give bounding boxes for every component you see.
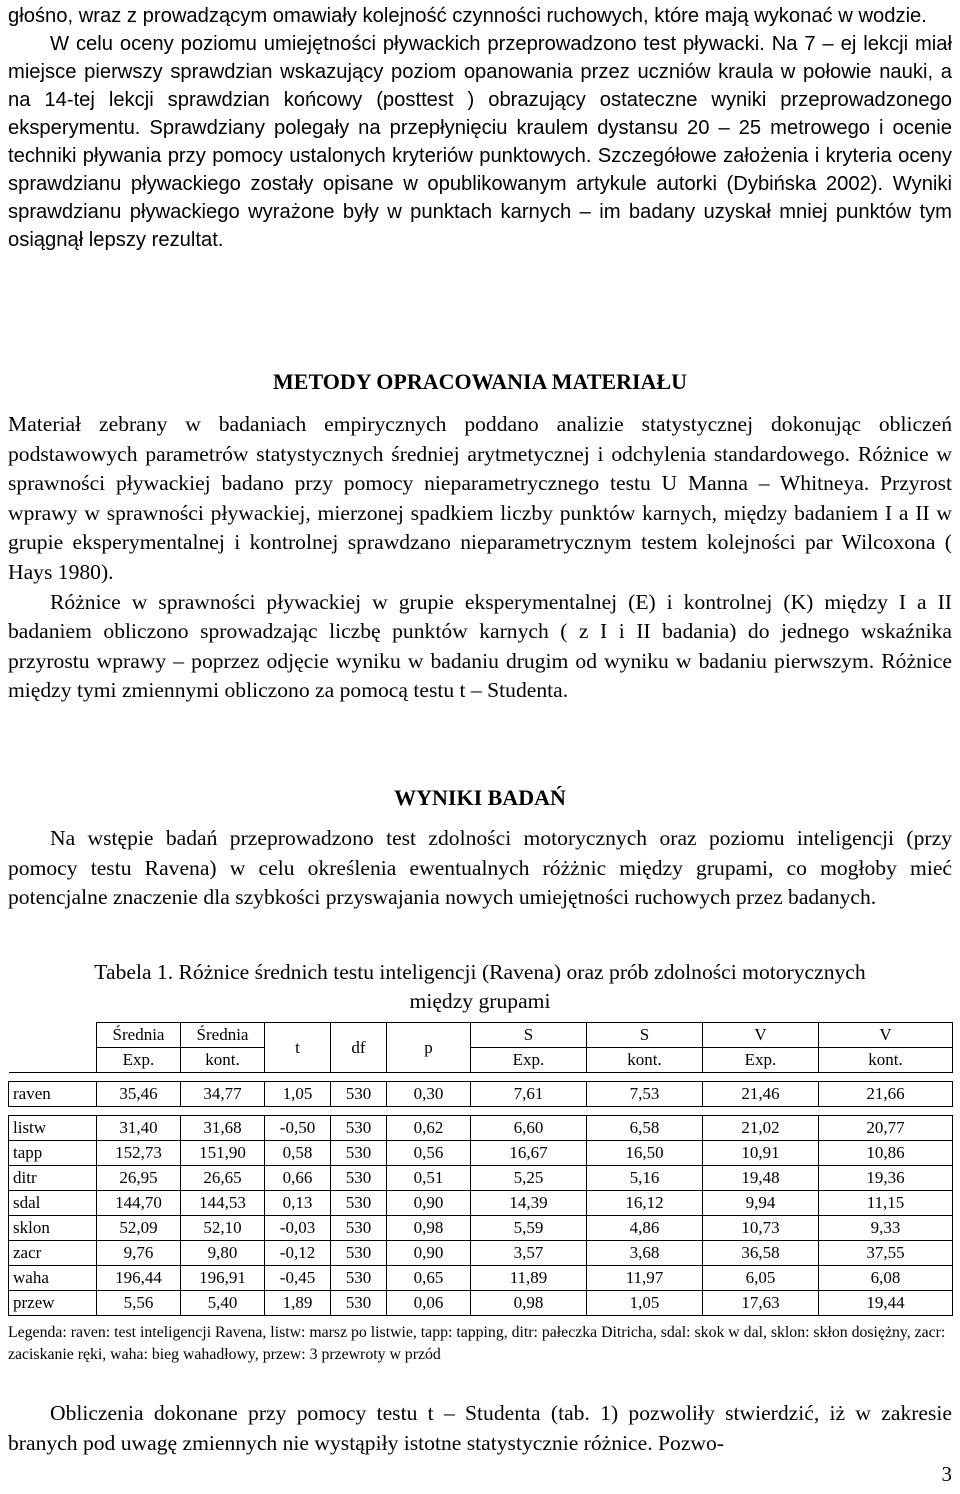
table-cell: -0,12 <box>265 1241 331 1266</box>
table-cell: 0,90 <box>387 1241 471 1266</box>
table-cell: 1,89 <box>265 1291 331 1316</box>
table-cell: 9,94 <box>703 1191 819 1216</box>
table-cell: 16,50 <box>587 1141 703 1166</box>
table-cell: 0,90 <box>387 1191 471 1216</box>
table-cell: 530 <box>331 1141 387 1166</box>
table-row <box>9 1291 953 1316</box>
table-cell: -0,45 <box>265 1266 331 1291</box>
table-cell: 3,68 <box>587 1241 703 1266</box>
table-cell: 530 <box>331 1266 387 1291</box>
table-cell: 34,77 <box>181 1082 265 1107</box>
table-header-cell: Exp. <box>97 1048 181 1073</box>
table-cell: 11,15 <box>819 1191 953 1216</box>
table-caption-line-1: Tabela 1. Różnice średnich testu inteligencji (Ravena) oraz prób zdolności motorycznych <box>94 960 866 984</box>
table-cell: 144,53 <box>181 1191 265 1216</box>
table-cell: 26,95 <box>97 1166 181 1191</box>
table-cell: 0,13 <box>265 1191 331 1216</box>
table-cell: 530 <box>331 1291 387 1316</box>
table-row <box>9 1241 953 1266</box>
table-cell: 35,46 <box>97 1082 181 1107</box>
table-row-label: waha <box>9 1266 97 1291</box>
table-cell: 21,66 <box>819 1082 953 1107</box>
table-cell: 16,67 <box>471 1141 587 1166</box>
table-cell: 9,33 <box>819 1216 953 1241</box>
table-cell: 5,59 <box>471 1216 587 1241</box>
table-cell: 37,55 <box>819 1241 953 1266</box>
table-cell: 10,91 <box>703 1141 819 1166</box>
table-spacer <box>9 1107 953 1116</box>
table-cell: 5,56 <box>97 1291 181 1316</box>
table-header-row-1 <box>9 1023 953 1048</box>
table-cell: 0,51 <box>387 1166 471 1191</box>
table-header-cell: Średnia <box>181 1023 265 1048</box>
table-row-label: ditr <box>9 1166 97 1191</box>
table-cell: 7,53 <box>587 1082 703 1107</box>
results-paragraph-1: Na wstępie badań przeprowadzono test zdolności motorycznych oraz poziomu inteligencji (przy pomocy testu Ravena) w celu określenia ewentualnych różżnic między grupami, co mogłoby mieć potencjalne znaczenie dla szybkości przyswajania nowych umiejętności ruchowych przez badanych. <box>8 826 952 910</box>
methods-section <box>8 410 952 706</box>
final-section <box>8 1399 952 1458</box>
table-header-row-2 <box>9 1048 953 1073</box>
table-header-cell: p <box>387 1023 471 1073</box>
table-cell: 20,77 <box>819 1116 953 1141</box>
table-cell: 1,05 <box>587 1291 703 1316</box>
table-cell: 10,73 <box>703 1216 819 1241</box>
table-cell: 6,60 <box>471 1116 587 1141</box>
table-cell: 1,05 <box>265 1082 331 1107</box>
table-row <box>9 1166 953 1191</box>
table-row-label: listw <box>9 1116 97 1141</box>
table-cell: 16,12 <box>587 1191 703 1216</box>
results-section <box>8 824 952 913</box>
table-spacer <box>9 1073 953 1082</box>
table-header-cell: Exp. <box>703 1048 819 1073</box>
table-cell: 9,80 <box>181 1241 265 1266</box>
table-header-cell: S <box>471 1023 587 1048</box>
page-number: 3 <box>941 1462 952 1486</box>
table-row <box>9 1116 953 1141</box>
table-cell: 0,30 <box>387 1082 471 1107</box>
table-cell: 530 <box>331 1241 387 1266</box>
table-cell: 21,02 <box>703 1116 819 1141</box>
table-cell: 52,10 <box>181 1216 265 1241</box>
table-cell: 11,97 <box>587 1266 703 1291</box>
table-cell: 0,65 <box>387 1266 471 1291</box>
table-row-label: sdal <box>9 1191 97 1216</box>
table-cell: 6,08 <box>819 1266 953 1291</box>
table-row-label: raven <box>9 1082 97 1107</box>
table-cell: 19,36 <box>819 1166 953 1191</box>
table-cell: 10,86 <box>819 1141 953 1166</box>
table-cell: 11,89 <box>471 1266 587 1291</box>
methods-heading: METODY OPRACOWANIA MATERIAŁU <box>273 369 687 394</box>
table-header-cell: kont. <box>819 1048 953 1073</box>
table-header-cell: V <box>819 1023 953 1048</box>
table-cell: 19,48 <box>703 1166 819 1191</box>
table-header-cell: V <box>703 1023 819 1048</box>
table-cell: 31,40 <box>97 1116 181 1141</box>
methods-paragraph-2: Różnice w sprawności pływackiej w grupie eksperymentalnej (E) i kontrolnej (K) między I a II badaniem obliczono sprowadzając liczbę punktów karnych ( z I i II badania) do jednego wskaźnika przyrostu wprawy – poprzez odjęcie wyniku w badaniu drugim od wyniku w badaniu pierwszym. Różnice między tymi zmiennymi obliczono za pomocą testu t – Studenta. <box>8 589 952 703</box>
intro-section <box>8 2 952 254</box>
methods-paragraph-1: Materiał zebrany w badaniach empirycznych poddano analizie statystycznej dokonując obliczeń podstawowych parametrów statystycznych średniej arytmetycznej i odchylenia standardowego. Różnice w sprawności pływackiej badano przy pomocy nieparametrycznego testu U Manna – Whitneya. Przyrost wprawy w sprawności pływackiej, mierzonej spadkiem liczby punktów karnych, między badaniem I a II w grupie eksperymentalnej i kontrolnej sprawdzano nieparametrycznym testem kolejności par Wilcoxona ( Hays 1980). <box>8 412 952 584</box>
table-cell: -0,03 <box>265 1216 331 1241</box>
table-cell: 151,90 <box>181 1141 265 1166</box>
table-row-label: tapp <box>9 1141 97 1166</box>
table-cell: 4,86 <box>587 1216 703 1241</box>
table-row <box>9 1191 953 1216</box>
table-cell: 196,44 <box>97 1266 181 1291</box>
table-cell: 530 <box>331 1191 387 1216</box>
table-cell: 196,91 <box>181 1266 265 1291</box>
final-paragraph: Obliczenia dokonane przy pomocy testu t – Studenta (tab. 1) pozwoliły stwierdzić, iż w zakresie branych pod uwagę zmiennych nie wystąpiły istotne statystycznie różnice. Pozwo- <box>8 1401 952 1455</box>
table-cell: 0,98 <box>387 1216 471 1241</box>
table-cell: -0,50 <box>265 1116 331 1141</box>
table-cell: 0,58 <box>265 1141 331 1166</box>
table-cell: 19,44 <box>819 1291 953 1316</box>
table-cell: 0,98 <box>471 1291 587 1316</box>
table-header-cell: Exp. <box>471 1048 587 1073</box>
table-cell: 0,62 <box>387 1116 471 1141</box>
table-row-label: zacr <box>9 1241 97 1266</box>
table-header-cell: Średnia <box>97 1023 181 1048</box>
table-row-label: przew <box>9 1291 97 1316</box>
table-cell: 530 <box>331 1216 387 1241</box>
table-cell: 3,57 <box>471 1241 587 1266</box>
table-cell: 530 <box>331 1082 387 1107</box>
table-cell: 5,40 <box>181 1291 265 1316</box>
table-cell: 5,25 <box>471 1166 587 1191</box>
table-cell: 21,46 <box>703 1082 819 1107</box>
table-row <box>9 1141 953 1166</box>
table-cell: 152,73 <box>97 1141 181 1166</box>
table-cell: 144,70 <box>97 1191 181 1216</box>
table-header-cell: kont. <box>181 1048 265 1073</box>
table-header-cell: kont. <box>587 1048 703 1073</box>
table-cell: 31,68 <box>181 1116 265 1141</box>
table-cell: 14,39 <box>471 1191 587 1216</box>
table-cell: 0,66 <box>265 1166 331 1191</box>
table-cell: 52,09 <box>97 1216 181 1241</box>
table-cell: 0,06 <box>387 1291 471 1316</box>
intro-paragraph-2: W celu oceny poziomu umiejętności pływackich przeprowadzono test pływacki. Na 7 – ej lekcji miał miejsce pierwszy sprawdzian wskazujący poziom opanowania przez uczniów kraula w połowie nauki, a na 14-tej lekcji sprawdzian końcowy (posttest ) obrazujący ostateczne wyniki przeprowadzonego eksperymentu. Sprawdziany polegały na przepłynięciu kraulem dystansu 20 – 25 metrowego i ocenie techniki pływania przy pomocy ustalonych kryteriów punktowych. Szczegółowe założenia i kryteria oceny sprawdzianu pływackiego zostały opisane w opublikowanym artykule autorki (Dybińska 2002). Wyniki sprawdzianu pływackiego wyrażone były w punktach karnych – im badany uzyskał mniej punktów tym osiągnął lepszy rezultat. <box>8 33 952 251</box>
table-header-cell: S <box>587 1023 703 1048</box>
table-caption <box>8 958 952 1016</box>
table-header-cell: df <box>331 1023 387 1073</box>
table-row <box>9 1266 953 1291</box>
table-legend: Legenda: raven: test inteligencji Ravena, listw: marsz po listwie, tapp: tapping, ditr: pałeczka Ditricha, sdal: skok w dal, sklon: skłon dosiężny, zacr: zaciskanie ręki, waha: bieg wahadłowy, przew: 3 przewroty w przód <box>8 1324 946 1363</box>
table-caption-line-2: między grupami <box>409 989 551 1013</box>
table-row-label: sklon <box>9 1216 97 1241</box>
table-header-cell: t <box>265 1023 331 1073</box>
table-cell: 5,16 <box>587 1166 703 1191</box>
table-row <box>9 1082 953 1107</box>
table-cell: 530 <box>331 1116 387 1141</box>
table-cell: 6,05 <box>703 1266 819 1291</box>
table-cell: 26,65 <box>181 1166 265 1191</box>
table-row <box>9 1216 953 1241</box>
results-table <box>8 1022 953 1316</box>
intro-paragraph-1: głośno, wraz z prowadzącym omawiały kolejność czynności ruchowych, które mają wykonać w wodzie. <box>8 5 927 27</box>
table-cell: 0,56 <box>387 1141 471 1166</box>
results-heading: WYNIKI BADAŃ <box>394 785 566 810</box>
table-cell: 36,58 <box>703 1241 819 1266</box>
table-cell: 17,63 <box>703 1291 819 1316</box>
table-cell: 6,58 <box>587 1116 703 1141</box>
table-cell: 7,61 <box>471 1082 587 1107</box>
table-cell: 530 <box>331 1166 387 1191</box>
table-cell: 9,76 <box>97 1241 181 1266</box>
